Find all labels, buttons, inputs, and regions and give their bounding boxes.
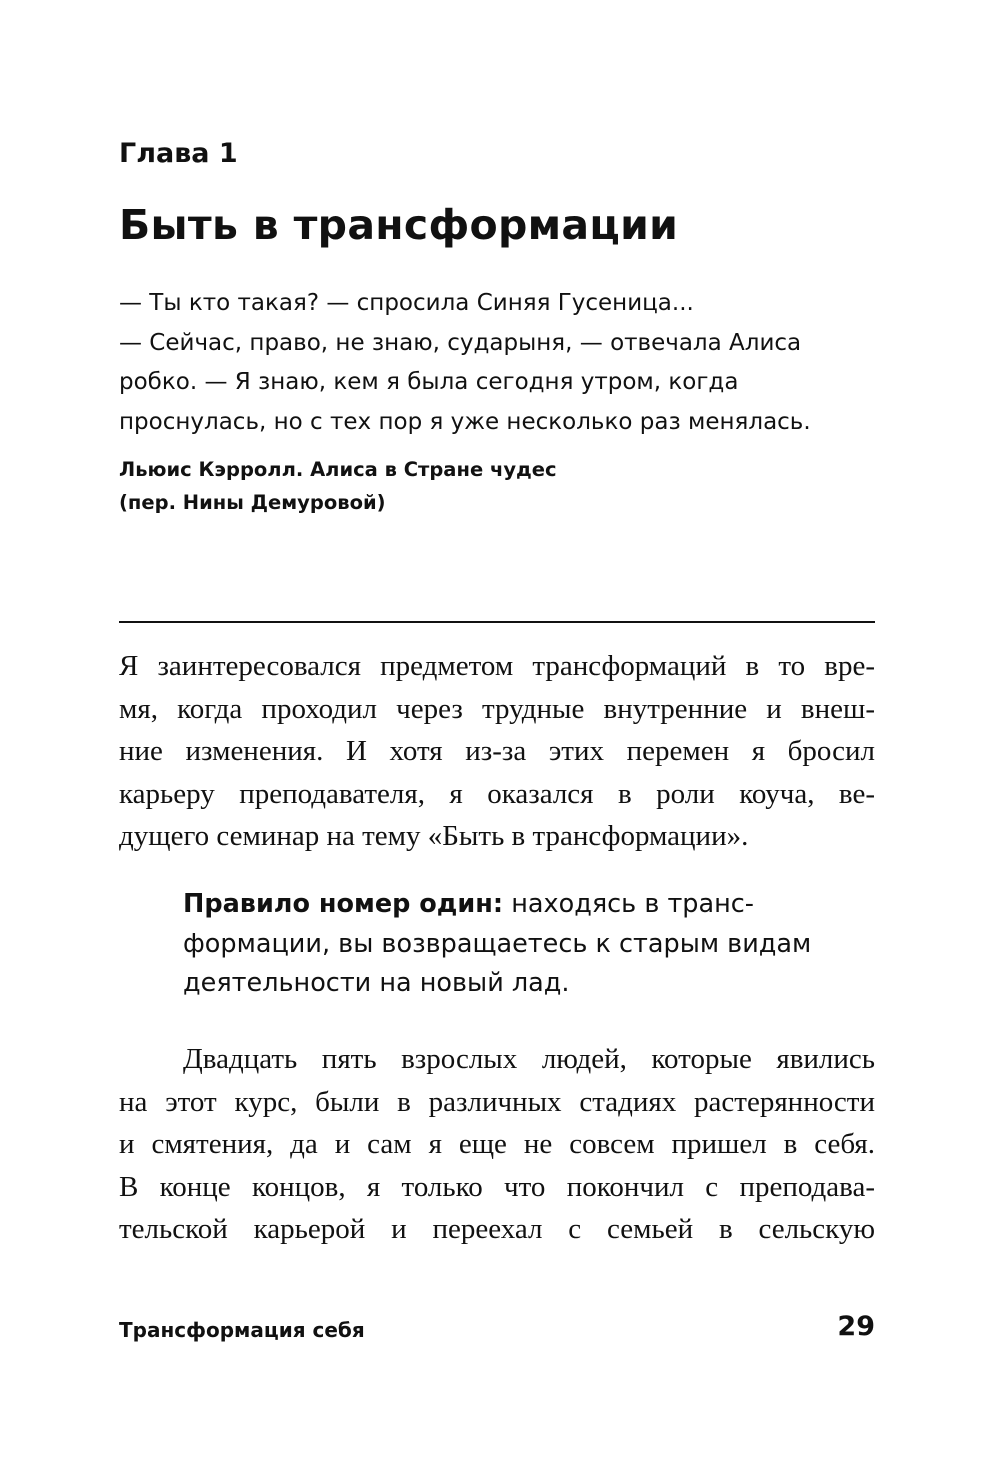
epigraph-source (119, 453, 557, 519)
epigraph-line: — Сейчас, право, не знаю, сударыня, — отвечала Алиса (119, 329, 802, 356)
epigraph-line: проснулась, но с тех пор я уже несколько раз менялась. (119, 408, 811, 435)
epigraph (119, 284, 889, 442)
body-paragraph-2 (119, 1038, 875, 1251)
body-line: ние изменения. И хотя из-за этих перемен я бросил (119, 735, 875, 767)
running-footer-title: Трансформация себя (119, 1318, 365, 1342)
epigraph-line: — Ты кто такая? — спросила Синяя Гусеница... (119, 290, 694, 316)
body-line: на этот курс, были в различных стадиях растерянности (119, 1085, 875, 1118)
body-line: и смятения, да и сам я еще не совсем пришел в себя. (119, 1128, 875, 1160)
rule-line: деятельности на новый лад. (183, 968, 570, 998)
chapter-title: Быть в трансформации (119, 201, 679, 249)
epigraph-source-line: (пер. Нины Демуровой) (119, 491, 386, 514)
section-divider (119, 621, 875, 623)
body-line: В конце концов, я только что покончил с преподава- (119, 1170, 875, 1203)
body-line: карьеру преподавателя, я оказался в роли коуча, ве- (119, 777, 875, 810)
body-line: Двадцать пять взрослых людей, которые явились (183, 1043, 875, 1075)
body-line: мя, когда проходил через трудные внутренние и внеш- (119, 692, 875, 725)
body-line: Я заинтересовался предметом трансформаций в то вре- (119, 650, 875, 682)
rule-text: находясь в транс- (503, 889, 755, 919)
rule-line: формации, вы возвращаетесь к старым видам (183, 928, 812, 959)
rule-callout (183, 885, 875, 1004)
rule-heading: Правило номер один: (183, 889, 504, 919)
page-number: 29 (837, 1311, 875, 1342)
epigraph-source-line: Льюис Кэрролл. Алиса в Стране чудес (119, 458, 557, 481)
chapter-label: Глава 1 (119, 138, 238, 169)
epigraph-line: робко. — Я знаю, кем я была сегодня утром, когда (119, 369, 739, 395)
body-line: дущего семинар на тему «Быть в трансформации». (119, 820, 749, 852)
body-line: тельской карьерой и переехал с семьей в сельскую (119, 1213, 875, 1245)
body-paragraph-1 (119, 645, 875, 858)
rule-first-line (183, 885, 875, 925)
